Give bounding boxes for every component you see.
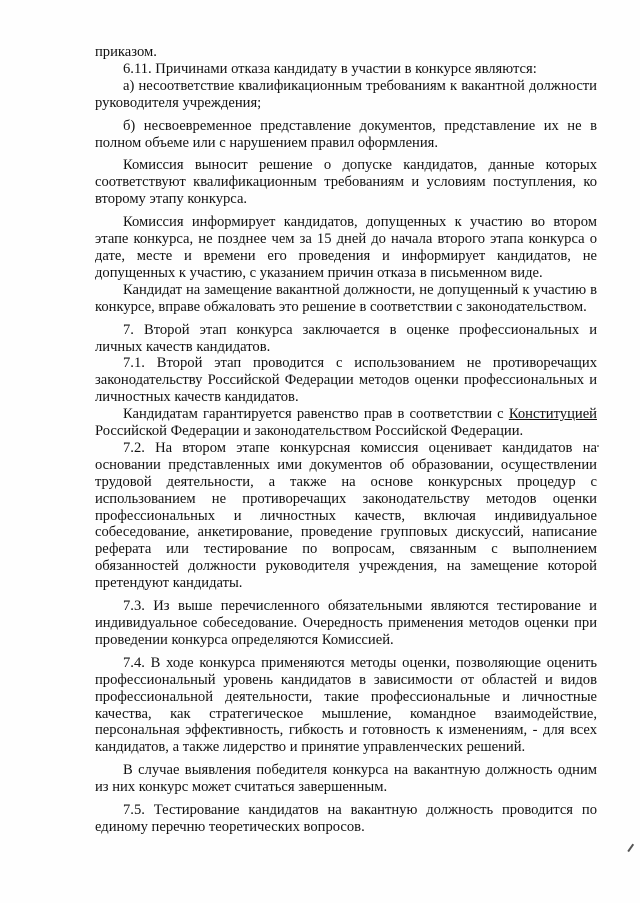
paragraph-commission-informs: Комиссия информирует кандидатов, допущенных к участию во втором этапе конкурса, не позднее чем за 15 дней до начала второго этапа конкурса о дате, месте и времени его проведения и информирует кандидатов, не допущенных к участию, с указанием причин отказа в письменном виде. [95, 214, 597, 281]
paragraph-reason-a: а) несоответствие квалификационным требованиям к вакантной должности руководителя учреждения; [95, 77, 597, 111]
paragraph-7: 7. Второй этап конкурса заключается в оценке профессиональных и личных качеств кандидатов. [95, 321, 597, 355]
scan-speck [597, 445, 599, 447]
paragraph-reason-b: б) несвоевременное представление документов, представление их не в полном объеме или с нарушением правил оформления. [95, 117, 597, 151]
paragraph-7-4: 7.4. В ходе конкурса применяются методы оценки, позволяющие оценить профессиональный уровень кандидатов в зависимости от областей и видов профессиональной деятельности, такие профессиональные и личностные качества, как стратегическое мышление, командное взаимодействие, персональная эффективность, гибкость и готовность к изменениям, - для всех кандидатов, а также лидерство и принятие управленческих решений. [95, 654, 597, 756]
document-body [95, 44, 597, 836]
paragraph-7-1: 7.1. Второй этап проводится с использованием не противоречащих законодательству Российской Федерации методов оценки профессиональных и личностных качеств кандидатов. [95, 355, 597, 406]
paragraph-7-3: 7.3. Из выше перечисленного обязательными являются тестирование и индивидуальное собеседование. Очередность применения методов оценки при проведении конкурса определяются Комиссией. [95, 598, 597, 648]
paragraph-continuation: приказом. [95, 44, 157, 60]
constitution-link[interactable]: Конституцией [508, 406, 597, 423]
paragraph-appeal: Кандидат на замещение вакантной должности, не допущенный к участию в конкурсе, вправе обжаловать это решение в соответствии с законодательством. [95, 281, 597, 315]
equal-rights-text-end: Российской Федерации и законодательством Российской Федерации. [95, 423, 524, 440]
paragraph-winner: В случае выявления победителя конкурса на вакантную должность одним из них конкурс может считаться завершенным. [95, 762, 597, 796]
paragraph-admission-decision: Комиссия выносит решение о допуске кандидатов, данные которых соответствуют квалификационным требованиям и условиям поступления, ко второму этапу конкурса. [95, 157, 597, 208]
scan-mark [627, 844, 633, 852]
paragraph-7-5: 7.5. Тестирование кандидатов на вакантную должность проводится по единому перечню теоретических вопросов. [95, 802, 597, 835]
paragraph-6-11: 6.11. Причинами отказа кандидату в участии в конкурсе являются: [123, 60, 537, 77]
paragraph-equal-rights [95, 406, 597, 440]
paragraph-7-2: 7.2. На втором этапе конкурсная комиссия оценивает кандидатов на основании представленных ими документов об образовании, осуществлении трудовой деятельности, а также на основе конкурсных процедур с использованием не противоречащих законодательству методов оценки профессиональных и личностных качеств, включая индивидуальное собеседование, анкетирование, проведение групповых дискуссий, написание реферата или тестирование по вопросам, связанным с выполнением обязанностей должности руководителя учреждения, на замещение которой претендуют кандидаты. [95, 439, 597, 592]
equal-rights-text-start: Кандидатам гарантируется равенство прав в соответствии с [123, 406, 509, 423]
